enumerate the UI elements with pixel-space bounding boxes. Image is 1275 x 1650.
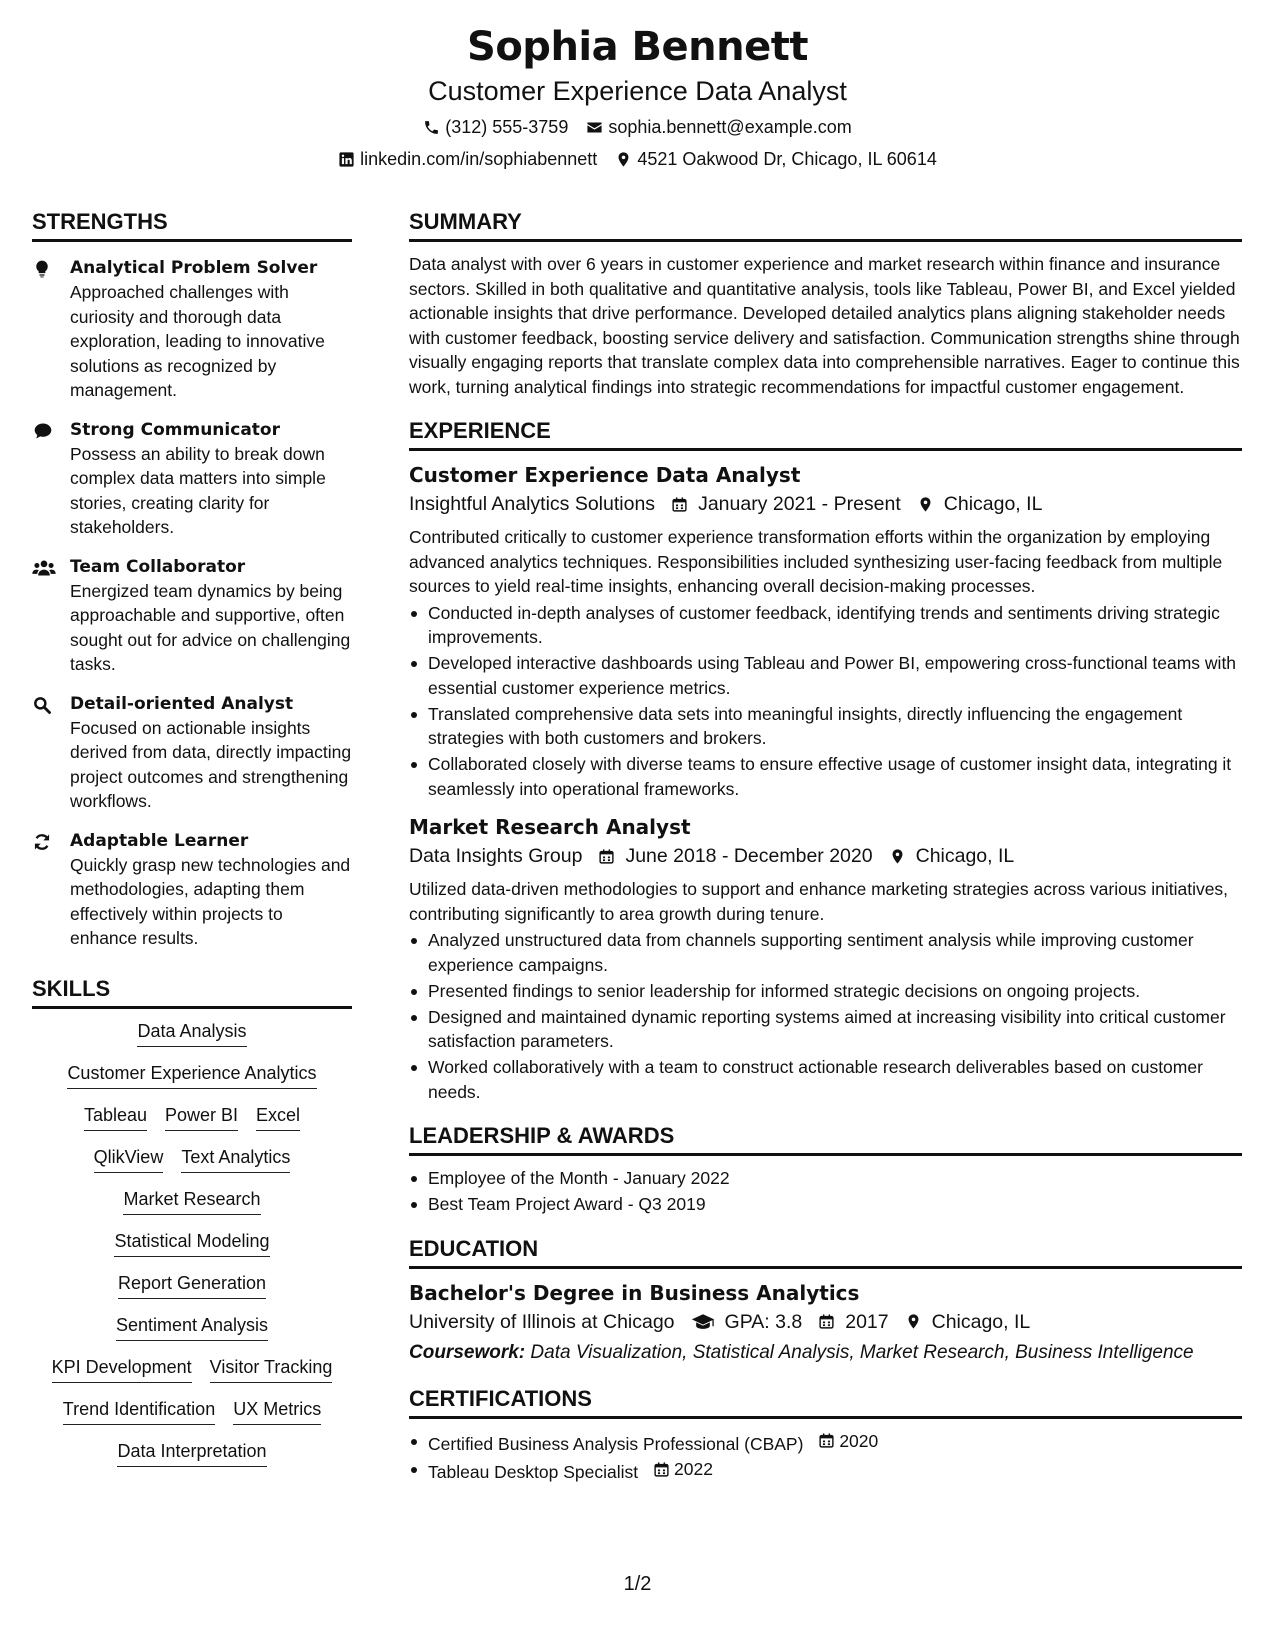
- skill-tag: Text Analytics: [181, 1145, 290, 1173]
- certifications-section: [409, 1385, 1242, 1485]
- skill-tag: Statistical Modeling: [114, 1229, 269, 1257]
- phone-text: (312) 555-3759: [445, 117, 569, 137]
- leadership-section: [409, 1122, 1242, 1217]
- list-item: Collaborated closely with diverse teams to ensure effective usage of customer insight data, integrating it seamlessly into operational frameworks.: [409, 752, 1242, 801]
- company-name: Data Insights Group: [409, 845, 583, 867]
- experience-heading: EXPERIENCE: [409, 417, 1242, 451]
- strength-item: [32, 256, 352, 403]
- address-text: 4521 Oakwood Dr, Chicago, IL 60614: [637, 149, 937, 169]
- job-dates: June 2018 - December 2020: [625, 845, 873, 867]
- envelope-icon: [586, 119, 603, 136]
- job-entry: [409, 813, 1242, 1104]
- awards-list: [409, 1166, 1242, 1217]
- linkedin-text[interactable]: linkedin.com/in/sophiabennett: [360, 149, 598, 169]
- strengths-heading: STRENGTHS: [32, 208, 352, 242]
- calendar-icon: [653, 1461, 670, 1478]
- strength-desc: Focused on actionable insights derived from data, directly impacting project outcomes and strengthening workflows.: [70, 717, 352, 811]
- strength-desc: Quickly grasp new technologies and methodologies, adapting them effectively within projects to enhance results.: [70, 854, 351, 948]
- list-item: Developed interactive dashboards using Tableau and Power BI, empowering cross-functional teams with essential customer experience metrics.: [409, 651, 1242, 700]
- job-description: Utilized data-driven methodologies to support and enhance marketing strategies across various initiatives, contributing significantly to area growth during tenure.: [409, 879, 1229, 924]
- graduation-cap-icon: [691, 1313, 715, 1331]
- education-section: [409, 1235, 1242, 1367]
- gpa-text: GPA: 3.8: [724, 1310, 803, 1333]
- speech-bubble-icon: [32, 421, 54, 441]
- experience-section: [409, 417, 1242, 1104]
- cert-name: Certified Business Analysis Professional (CBAP): [428, 1433, 804, 1454]
- list-item: Designed and maintained dynamic reporting systems aimed at increasing visibility into critical customer satisfaction parameters.: [409, 1005, 1242, 1054]
- job-entry: [409, 461, 1242, 801]
- page-number: 1/2: [623, 1573, 652, 1595]
- job-dates: January 2021 - Present: [698, 493, 901, 515]
- skill-tag: QlikView: [94, 1145, 164, 1173]
- skill-tag: Excel: [256, 1103, 300, 1131]
- cert-year: 2022: [674, 1459, 713, 1480]
- job-meta: [409, 489, 1242, 519]
- list-item: Worked collaboratively with a team to construct actionable research deliverables based on customer needs.: [409, 1055, 1242, 1104]
- leadership-heading: LEADERSHIP & AWARDS: [409, 1122, 1242, 1156]
- list-item: [409, 1457, 1242, 1484]
- users-icon: [32, 558, 56, 578]
- strength-title: Strong Communicator: [70, 419, 280, 440]
- degree-title: Bachelor's Degree in Business Analytics: [409, 1280, 860, 1305]
- list-item: Best Team Project Award - Q3 2019: [409, 1192, 1242, 1217]
- summary-text: Data analyst with over 6 years in customer experience and market research within finance and insurance sectors. Skilled in both qualitative and quantitative analysis, tools like Tableau, Power BI, and Excel yielded actionable insights that drive performance. Developed detailed analytics plans aligning stakeholder needs with customer feedback, boosting service delivery and satisfaction. Communication strengths shine through visually engaging reports that translate complex data into comprehensible narratives. Eager to continue this work, turning analytical findings into strategic recommendations for impactful customer engagement.: [409, 254, 1240, 397]
- strengths-list: [32, 252, 352, 951]
- calendar-icon: [598, 848, 615, 865]
- phone-contact: [423, 115, 568, 139]
- refresh-icon: [32, 832, 52, 852]
- contact-row-2: [0, 147, 1275, 171]
- job-meta: [409, 841, 1242, 871]
- search-icon: [32, 695, 52, 715]
- list-item: Conducted in-depth analyses of customer feedback, identifying trends and sentiments driving strategic improvements.: [409, 601, 1242, 650]
- skill-tag: Trend Identification: [63, 1397, 215, 1425]
- strength-title: Adaptable Learner: [70, 830, 249, 851]
- address-contact: [615, 147, 937, 171]
- strength-desc: Energized team dynamics by being approachable and supportive, often sought out for advice on challenging tasks.: [70, 580, 351, 674]
- strength-desc: Approached challenges with curiosity and thorough data exploration, leading to innovative solutions as recognized by management.: [70, 282, 325, 400]
- list-item: Presented findings to senior leadership for informed strategic decisions on ongoing projects.: [409, 979, 1242, 1004]
- summary-heading: SUMMARY: [409, 208, 1242, 242]
- linkedin-contact[interactable]: [338, 147, 597, 171]
- education-heading: EDUCATION: [409, 1235, 1242, 1269]
- email-text[interactable]: sophia.bennett@example.com: [608, 117, 852, 137]
- certifications-list: [409, 1429, 1242, 1485]
- lightbulb-icon: [32, 259, 52, 279]
- coursework: [409, 1339, 1242, 1367]
- skill-tag: Data Interpretation: [117, 1439, 266, 1467]
- candidate-name: Sophia Bennett: [467, 24, 808, 70]
- job-location: Chicago, IL: [915, 845, 1015, 867]
- cert-name: Tableau Desktop Specialist: [428, 1462, 639, 1482]
- linkedin-icon: [338, 151, 355, 168]
- skill-tag: Tableau: [84, 1103, 147, 1131]
- skills-list: [32, 1019, 352, 1467]
- calendar-icon: [671, 496, 688, 513]
- summary-section: [409, 208, 1242, 399]
- strength-item: [32, 418, 352, 540]
- email-contact[interactable]: [586, 115, 851, 139]
- graduation-year: 2017: [845, 1310, 889, 1333]
- education-meta: [409, 1307, 1242, 1337]
- job-title: Customer Experience Data Analyst: [409, 463, 801, 487]
- skill-tag: Report Generation: [118, 1271, 266, 1299]
- strength-item: [32, 555, 352, 677]
- skill-tag: Sentiment Analysis: [116, 1313, 268, 1341]
- list-item: Employee of the Month - January 2022: [409, 1166, 1242, 1191]
- company-name: Insightful Analytics Solutions: [409, 493, 656, 515]
- education-location: Chicago, IL: [931, 1310, 1031, 1333]
- job-title: Market Research Analyst: [409, 815, 691, 839]
- skill-tag: Power BI: [165, 1103, 238, 1131]
- map-pin-icon: [905, 1313, 922, 1330]
- certifications-heading: CERTIFICATIONS: [409, 1385, 1242, 1419]
- contact-row-1: [0, 115, 1275, 139]
- map-pin-icon: [889, 848, 906, 865]
- strength-desc: Possess an ability to break down complex data matters into simple stories, creating clarity for stakeholders.: [70, 443, 326, 537]
- job-location: Chicago, IL: [943, 493, 1043, 515]
- skill-tag: Data Analysis: [137, 1019, 246, 1047]
- phone-icon: [423, 119, 440, 136]
- resume-header: [0, 0, 1275, 171]
- strength-title: Detail-oriented Analyst: [70, 693, 294, 714]
- strength-item: [32, 692, 352, 814]
- candidate-title: Customer Experience Data Analyst: [428, 76, 847, 106]
- skill-tag: KPI Development: [52, 1355, 192, 1383]
- school-name: University of Illinois at Chicago: [409, 1310, 675, 1333]
- list-item: [409, 1429, 1242, 1456]
- map-pin-icon: [615, 151, 632, 168]
- list-item: Analyzed unstructured data from channels supporting sentiment analysis while improving customer experience campaigns.: [409, 928, 1242, 977]
- job-description: Contributed critically to customer experience transformation efforts within the organization by employing advanced analytics techniques. Responsibilities included synthesizing user-facing feedback from multiple sources to yield real-time insights, enhancing overall decision-making processes.: [409, 527, 1223, 596]
- right-column: [409, 208, 1242, 1503]
- calendar-icon: [818, 1432, 835, 1449]
- coursework-text: Data Visualization, Statistical Analysis, Market Research, Business Intelligence: [530, 1341, 1194, 1363]
- job-bullets: [409, 601, 1242, 802]
- left-column: [32, 208, 352, 1481]
- cert-year: 2020: [839, 1430, 879, 1451]
- list-item: Translated comprehensive data sets into meaningful insights, directly influencing the engagement strategies with both customers and brokers.: [409, 702, 1242, 751]
- calendar-icon: [818, 1313, 835, 1330]
- strength-item: [32, 829, 352, 951]
- job-bullets: [409, 928, 1242, 1104]
- skill-tag: UX Metrics: [233, 1397, 321, 1425]
- strength-title: Analytical Problem Solver: [70, 258, 318, 278]
- skill-tag: Market Research: [123, 1187, 260, 1215]
- skill-tag: Visitor Tracking: [210, 1355, 333, 1383]
- map-pin-icon: [917, 496, 934, 513]
- coursework-label: Coursework:: [409, 1341, 526, 1363]
- strength-title: Team Collaborator: [70, 556, 246, 577]
- skills-heading: SKILLS: [32, 975, 352, 1009]
- skill-tag: Customer Experience Analytics: [67, 1061, 316, 1089]
